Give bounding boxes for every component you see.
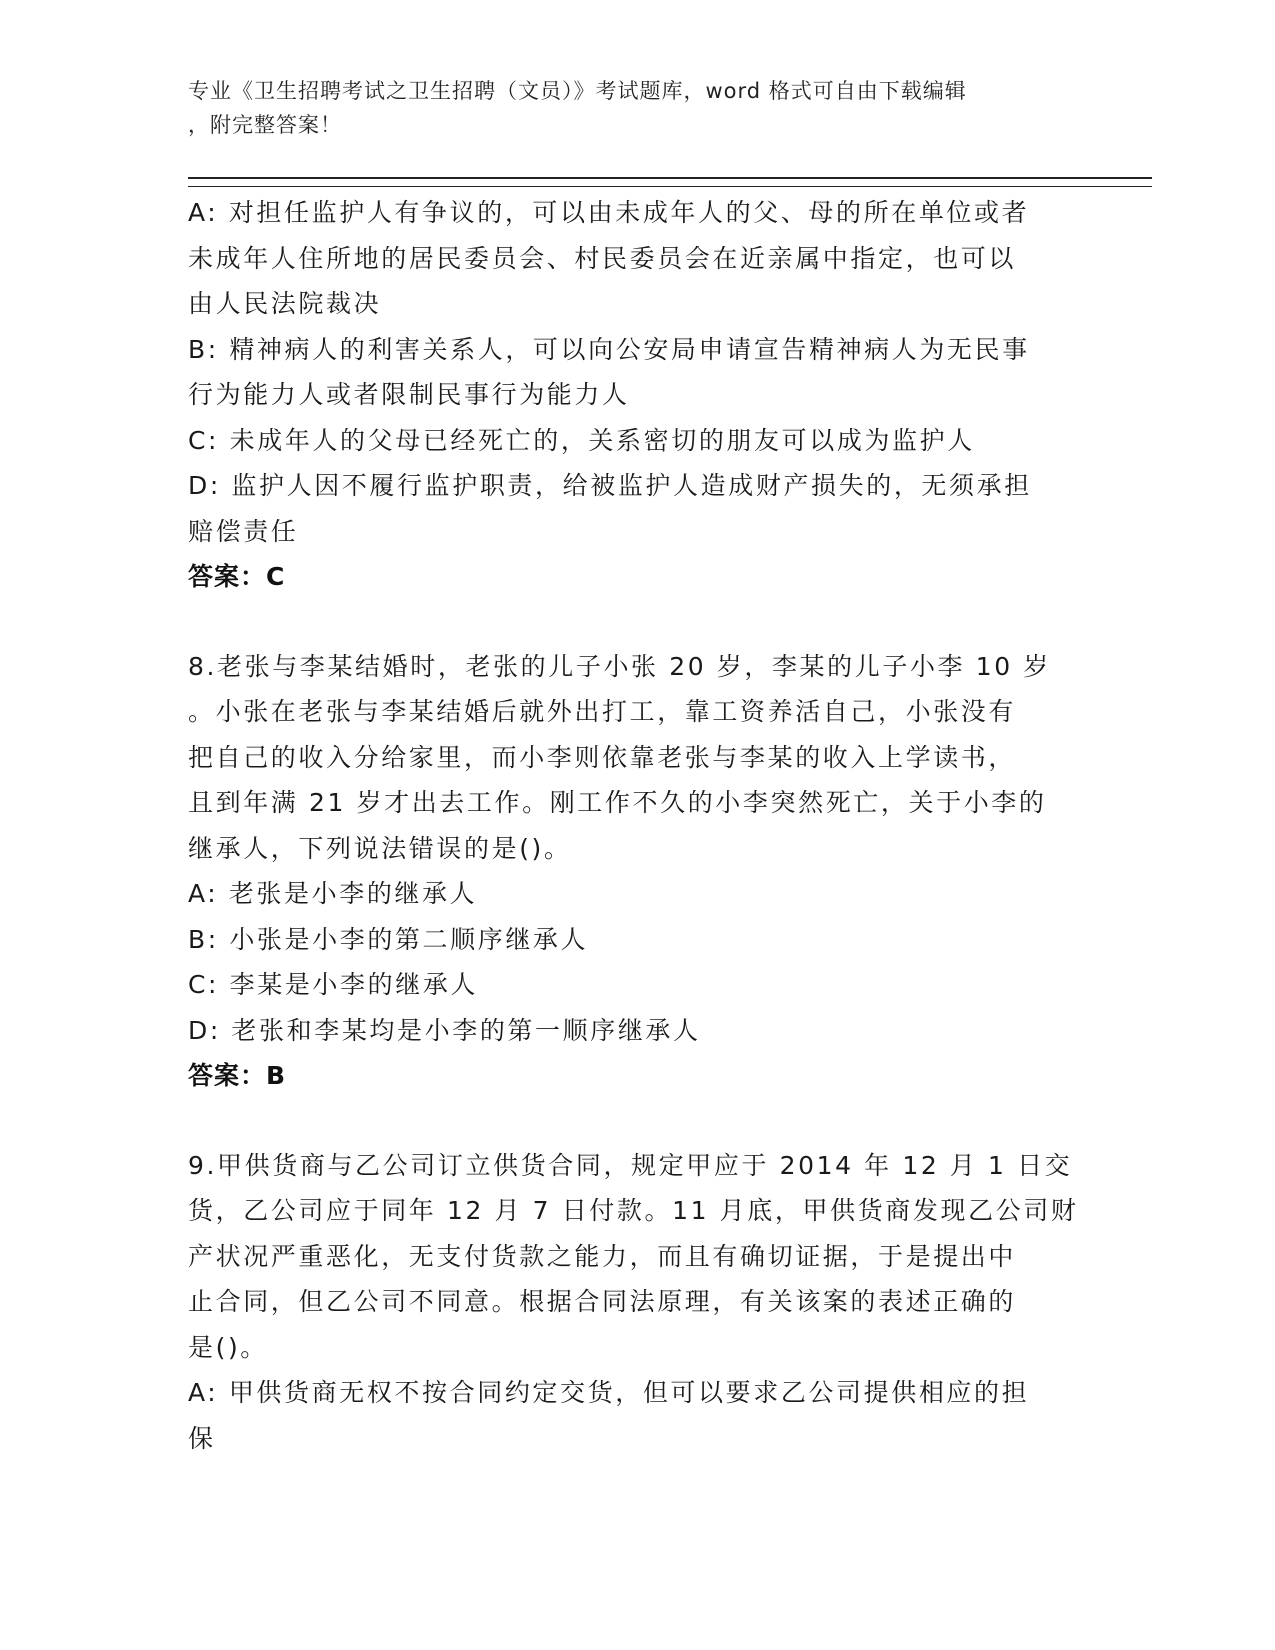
option-b: B: 小张是小李的第二顺序继承人 xyxy=(188,924,589,954)
option-c: C: 李某是小李的继承人 xyxy=(188,970,479,999)
text-line: 保 xyxy=(188,1423,216,1453)
answer-label: 答案：C xyxy=(188,562,286,591)
text-line: B: 精神病人的利害关系人，可以向公安局申请宣告精神病人为无民事 xyxy=(188,334,1030,364)
text-line: C: 未成年人的父母已经死亡的，关系密切的朋友可以成为监护人 xyxy=(188,425,975,455)
text-line: 货，乙公司应于同年 12 月 7 日付款。11 月底，甲供货商发现乙公司财 xyxy=(188,1196,1079,1225)
question-7-continued xyxy=(188,190,1088,600)
text-line: A: 对担任监护人有争议的，可以由未成年人的父、母的所在单位或者 xyxy=(188,198,1030,227)
spacer xyxy=(188,600,1088,644)
text-line: 把自己的收入分给家里，而小李则依靠老张与李某的收入上学读书， xyxy=(188,742,1017,772)
answer-label: 答案：B xyxy=(188,1061,287,1090)
text-line: 由人民法院裁决 xyxy=(188,289,382,318)
option-a: A: 老张是小李的继承人 xyxy=(188,879,478,908)
option-a xyxy=(188,190,1088,327)
text-line: 止合同，但乙公司不同意。根据合同法原理，有关该案的表述正确的 xyxy=(188,1287,1017,1316)
text-line: 且到年满 21 岁才出去工作。刚工作不久的小李突然死亡，关于小李的 xyxy=(188,788,1047,817)
spacer xyxy=(188,1099,1088,1143)
option-d xyxy=(188,463,1088,554)
text-line: 是()。 xyxy=(188,1332,268,1362)
page-content xyxy=(188,190,1088,1461)
text-line: 未成年人住所地的居民委员会、村民委员会在近亲属中指定，也可以 xyxy=(188,243,1017,273)
text-line: 赔偿责任 xyxy=(188,516,299,546)
question-9 xyxy=(188,1143,1088,1462)
option-a xyxy=(188,1370,1088,1461)
option-c xyxy=(188,418,1088,464)
text-line: 继承人，下列说法错误的是()。 xyxy=(188,833,572,863)
text-line: A: 甲供货商无权不按合同约定交货，但可以要求乙公司提供相应的担 xyxy=(188,1378,1030,1407)
header-divider xyxy=(188,177,1152,187)
text-line: 。小张在老张与李某结婚后就外出打工，靠工资养活自己，小张没有 xyxy=(188,697,1017,726)
text-line: 行为能力人或者限制民事行为能力人 xyxy=(188,380,630,409)
header-line-1: 专业《卫生招聘考试之卫生招聘（文员）》考试题库，word 格式可自由下载编辑 xyxy=(188,79,967,103)
header-line-2: ，附完整答案！ xyxy=(188,113,342,137)
text-line: D: 监护人因不履行监护职责，给被监护人造成财产损失的，无须承担 xyxy=(188,471,1032,500)
page-header xyxy=(188,74,1088,142)
question-stem xyxy=(188,644,1088,872)
text-line: 产状况严重恶化，无支付货款之能力，而且有确切证据，于是提出中 xyxy=(188,1241,1017,1271)
question-8 xyxy=(188,644,1088,1099)
option-d: D: 老张和李某均是小李的第一顺序继承人 xyxy=(188,1015,701,1045)
question-stem xyxy=(188,1143,1088,1371)
text-line: 8.老张与李某结婚时，老张的儿子小张 20 岁，李某的儿子小李 10 岁 xyxy=(188,651,1051,681)
text-line: 9.甲供货商与乙公司订立供货合同，规定甲应于 2014 年 12 月 1 日交 xyxy=(188,1150,1073,1180)
option-b xyxy=(188,327,1088,418)
